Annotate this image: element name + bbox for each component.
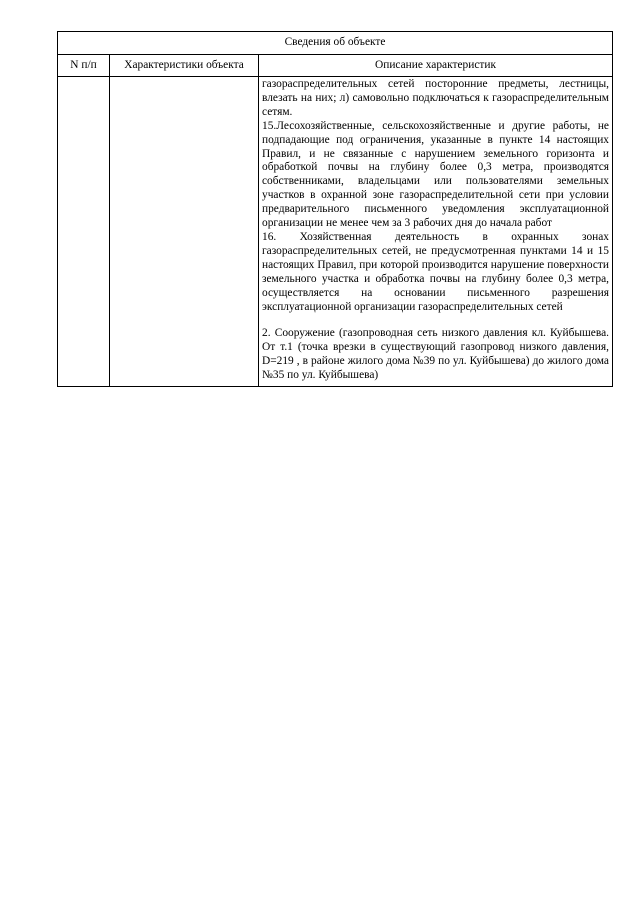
- paragraph-spacer: [262, 314, 609, 327]
- description-paragraph-4: 2. Сооружение (газопроводная сеть низкого давления кл. Куйбышева. От т.1 (точка врезки в существующий газопровод низкого давления, D=219 , в районе жилого дома №39 по ул. Куйбышева) до жилого дома №35 по ул. Куйбышева): [262, 327, 609, 382]
- description-paragraph-3: 16. Хозяйственная деятельность в охранных зонах газораспределительных сетей, не предусмотренная пунктами 14 и 15 настоящих Правил, при которой производится нарушение поверхности земельного участка и обработка почвы на глубину более 0,3 метра, осуществляется на основании письменного разрешения эксплуатационной организации газораспределительных сетей: [262, 230, 609, 313]
- description-paragraph-1: газораспределительных сетей посторонние предметы, лестницы, влезать на них; л) самовольно подключаться к газораспределительным сетям.: [262, 78, 609, 118]
- table-header-row: [58, 55, 613, 77]
- header-characteristics: Характеристики объекта: [110, 55, 259, 77]
- header-number: N п/п: [58, 55, 110, 77]
- table-title: Сведения об объекте: [58, 32, 613, 55]
- table-title-row: [58, 32, 613, 55]
- cell-characteristics: [110, 77, 259, 387]
- description-paragraph-2: 15.Лесохозяйственные, сельскохозяйственные и другие работы, не подпадающие под ограничения, указанные в пункте 14 настоящих Правил, и не связанные с нарушением земельного горизонта и обработкой почвы на глубину более 0,3 метра, производятся собственниками, владельцами или пользователями земельных участков в охранной зоне газораспределительной сети при условии предварительного письменного уведомления эксплуатационной организации не менее чем за 3 рабочих дня до начала работ: [262, 119, 609, 230]
- header-description: Описание характеристик: [259, 55, 613, 77]
- table-row: [58, 77, 613, 387]
- cell-number: [58, 77, 110, 387]
- cell-description: [259, 77, 613, 387]
- object-info-table: [57, 31, 613, 387]
